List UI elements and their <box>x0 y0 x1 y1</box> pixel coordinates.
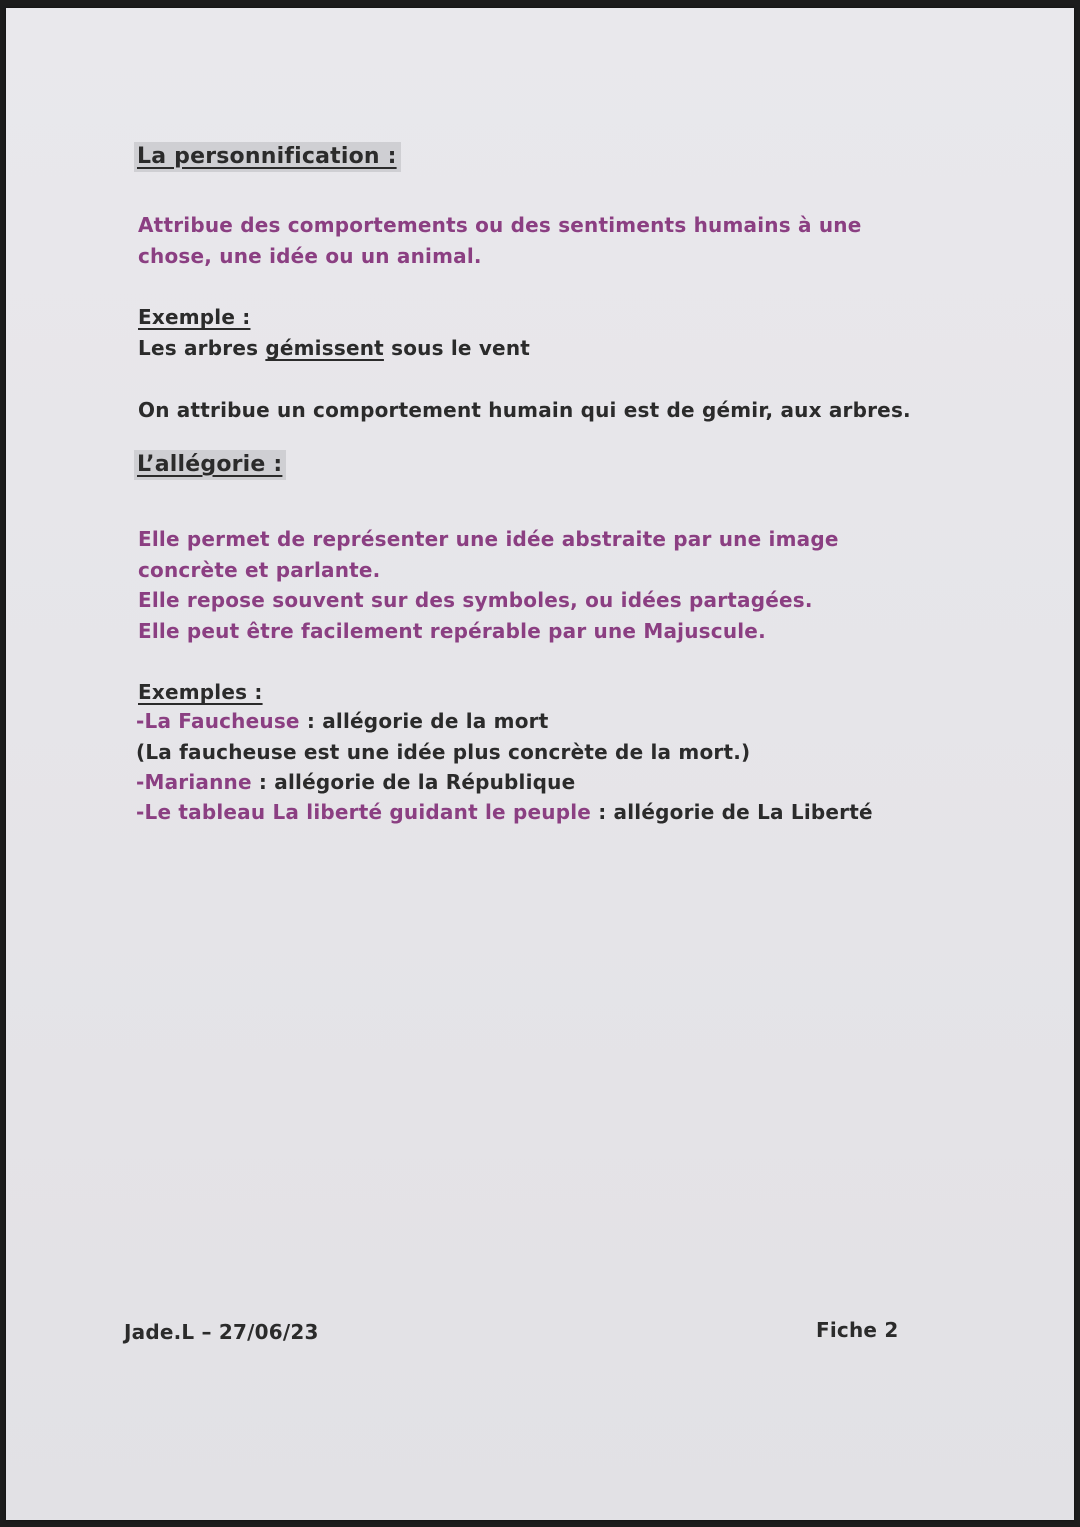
allegorie-definition-line-1: Elle permet de représenter une idée abstraite par une image <box>138 527 839 551</box>
example-description: : allégorie de la mort <box>299 709 549 733</box>
example-note: (La faucheuse est une idée plus concrète de la mort.) <box>136 740 751 764</box>
example-sentence <box>138 336 530 360</box>
personnification-definition-line-1: Attribue des comportements ou des sentiments humains à une <box>138 213 862 237</box>
examples-label: Exemples : <box>138 680 263 704</box>
example-label: Exemple : <box>138 305 251 329</box>
allegorie-definition-line-4: Elle peut être facilement repérable par une Majuscule. <box>138 619 766 643</box>
allegorie-definition-line-2: concrète et parlante. <box>138 558 381 582</box>
example-term: -Le tableau La liberté guidant le peuple <box>136 800 592 824</box>
footer-sheet-number: Fiche 2 <box>816 1318 899 1342</box>
example-item <box>136 800 873 824</box>
example-sentence-end: sous le vent <box>383 336 531 360</box>
example-description: : allégorie de la République <box>251 770 576 794</box>
example-term: -Marianne <box>136 770 252 794</box>
example-sentence-start: Les arbres <box>138 336 266 360</box>
allegorie-definition-line-3: Elle repose souvent sur des symboles, ou idées partagées. <box>138 588 813 612</box>
footer-author-date: Jade.L – 27/06/23 <box>124 1320 319 1344</box>
allegorie-heading: L’allégorie : <box>134 450 286 480</box>
personnification-heading: La personnification : <box>134 142 401 172</box>
personnification-definition-line-2: chose, une idée ou un animal. <box>138 244 482 268</box>
example-description: : allégorie de La Liberté <box>591 800 873 824</box>
example-highlighted-verb: gémissent <box>265 336 384 360</box>
example-item <box>136 709 548 733</box>
document-page <box>6 8 1074 1520</box>
example-item <box>136 770 575 794</box>
example-term: -La Faucheuse <box>136 709 300 733</box>
personnification-explanation: On attribue un comportement humain qui est de gémir, aux arbres. <box>138 398 911 422</box>
